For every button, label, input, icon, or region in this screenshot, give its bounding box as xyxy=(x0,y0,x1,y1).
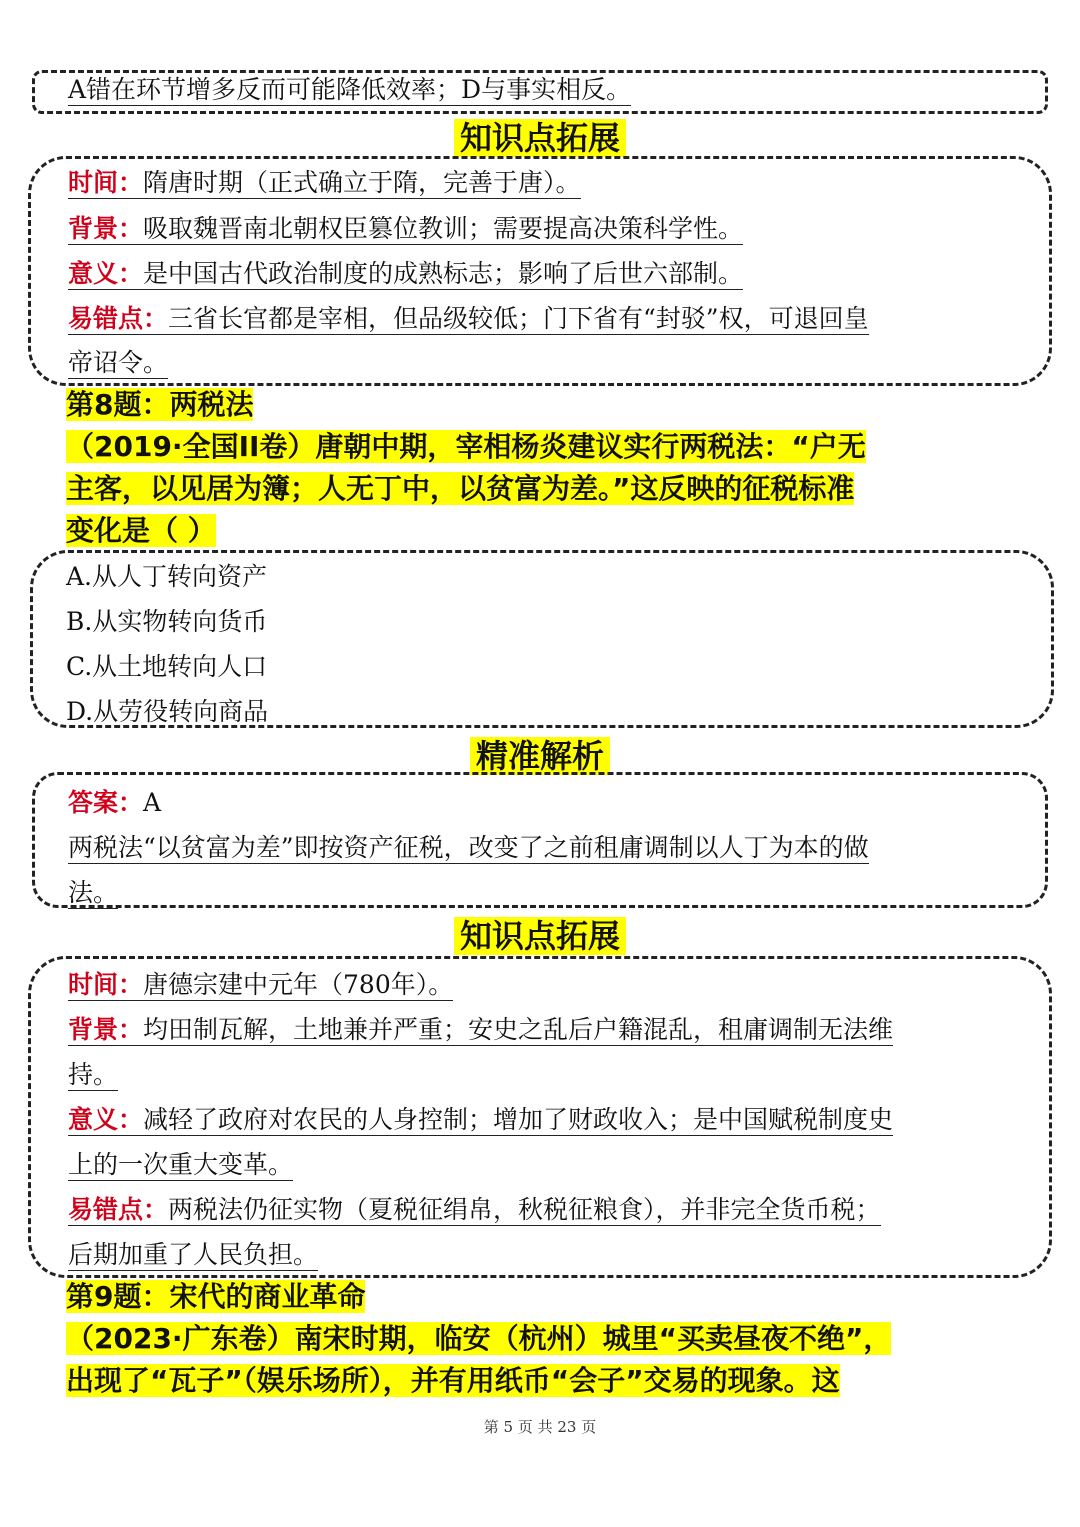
q8-option-a[interactable]: A.从人丁转向资产 xyxy=(66,562,268,591)
analysis-text-cont: 法。 xyxy=(68,878,119,907)
analysis-text: 两税法“以贫富为差”即按资产征税，改变了之前租庸调制以人丁为本的做 xyxy=(68,833,869,862)
q8-stem-line3: 变化是（ ） xyxy=(66,514,216,547)
q9-stem-line1: （2023·广东卷）南宋时期，临安（杭州）城里“买卖昼夜不绝”， xyxy=(66,1322,892,1355)
q9-title: 第9题：宋代的商业革命 xyxy=(66,1280,366,1313)
expand2-significance: 意义：减轻了政府对农民的人身控制；增加了财政收入；是中国赋税制度史 xyxy=(68,1105,894,1134)
analysis-title: 精准解析 xyxy=(0,734,1080,778)
expand2-significance-cont: 上的一次重大变革。 xyxy=(68,1150,294,1179)
expand1-time: 时间：隋唐时期（正式确立于隋，完善于唐）。 xyxy=(68,168,581,197)
expand1-background: 背景：吸取魏晋南北朝权臣篡位教训；需要提高决策科学性。 xyxy=(68,214,744,243)
q8-option-b[interactable]: B.从实物转向货币 xyxy=(66,607,268,636)
expand1-error-point-cont: 帝诏令。 xyxy=(68,348,169,377)
q9-stem-line2: 出现了“瓦子”（娱乐场所），并有用纸币“会子”交易的现象。这 xyxy=(66,1364,840,1397)
q8-stem-line1: （2019·全国II卷）唐朝中期，宰相杨炎建议实行两税法：“户无 xyxy=(66,430,866,463)
page-number: 第 5 页 共 23 页 xyxy=(483,1418,597,1436)
q8-stem-line2: 主客，以见居为簿；人无丁中，以贫富为差。”这反映的征税标准 xyxy=(66,472,855,505)
expand2-background-cont: 持。 xyxy=(68,1060,119,1089)
expand2-background: 背景：均田制瓦解，土地兼并严重；安史之乱后户籍混乱，租庸调制无法维 xyxy=(68,1015,894,1044)
q8-option-d[interactable]: D.从劳役转向商品 xyxy=(66,697,269,726)
expand1-title: 知识点拓展 xyxy=(0,116,1080,160)
expand1-significance: 意义：是中国古代政治制度的成熟标志；影响了后世六部制。 xyxy=(68,259,744,288)
expand2-error-point: 易错点：两税法仍征实物（夏税征绢帛，秋税征粮食），并非完全货币税； xyxy=(68,1195,881,1224)
q8-option-c[interactable]: C.从土地转向人口 xyxy=(66,652,268,681)
expand2-time: 时间：唐德宗建中元年（780年）。 xyxy=(68,970,454,999)
q8-title: 第8题：两税法 xyxy=(66,388,254,421)
expand2-title: 知识点拓展 xyxy=(0,914,1080,958)
expand2-error-point-cont: 后期加重了人民负担。 xyxy=(68,1240,319,1269)
top-note-text: A错在环节增多反而可能降低效率；D与事实相反。 xyxy=(68,75,632,104)
analysis-answer: 答案：A xyxy=(68,788,162,817)
expand1-error-point: 易错点：三省长官都是宰相，但品级较低；门下省有“封驳”权，可退回皇 xyxy=(68,304,869,333)
